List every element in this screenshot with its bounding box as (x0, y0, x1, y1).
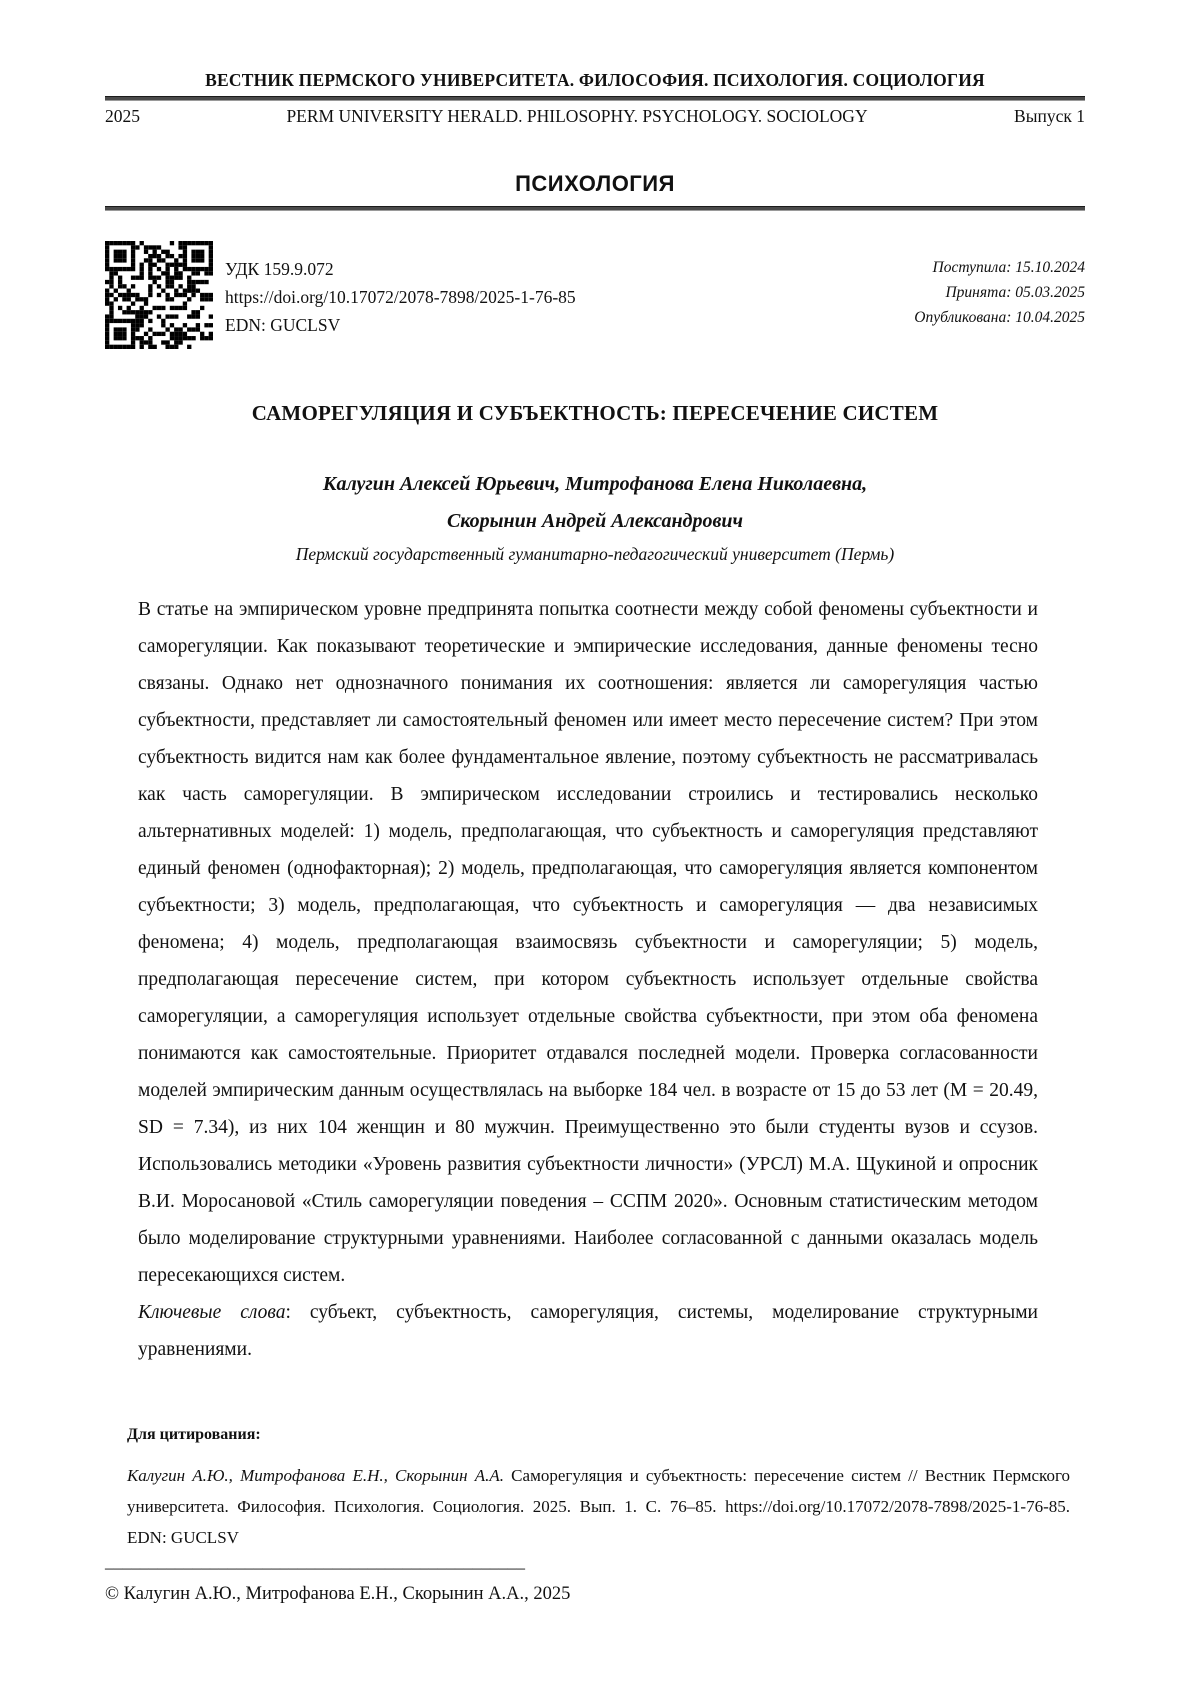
citation-body: Саморегуляция и субъектность: пересечение систем // Вестник Пермского университета. Философия. Психология. Социология. 2025. Вып. 1. С. 76–85. https://doi.org/10.17072/2078-7898/2025-1-76-85. EDN: GUCLSV (127, 1466, 1070, 1547)
section-heading: ПСИХОЛОГИЯ (515, 171, 675, 196)
affiliation: Пермский государственный гуманитарно-педагогический университет (Пермь) (295, 544, 895, 564)
doi-link[interactable]: https://doi.org/10.17072/2078-7898/2025-1-76-85 (225, 287, 576, 307)
edn-code: EDN: GUCLSV (225, 315, 341, 335)
published-date: Опубликована: 10.04.2025 (914, 309, 1085, 326)
abstract-text: В статье на эмпирическом уровне предпринята попытка соотнести между собой феномены субъектности и саморегуляции. Как показывают теоретические и эмпирические исследования, данные феномены тесно связаны. Однако нет однозначного понимания их соотношения: является ли саморегуляция частью субъектности, представляет ли самостоятельный феномен или имеет место пересечение систем? При этом субъектность видится нам как более фундаментальное явление, поэтому субъектность не рассматривалась как часть саморегуляции. В эмпирическом исследовании строились и тестировались несколько альтернативных моделей: 1) модель, предполагающая, что субъектность и саморегуляция представляют единый феномен (однофакторная); 2) модель, предполагающая, что саморегуляция является компонентом субъектности; 3) модель, предполагающая, что субъектность и саморегуляция — два независимых феномена; 4) модель, предполагающая взаимосвязь субъектности и саморегуляции; 5) модель, предполагающая пересечение систем, при котором субъектность использует отдельные свойства саморегуляции, а саморегуляция использует отдельные свойства субъектности, при этом оба феномена понимаются как самостоятельные. Приоритет отдавался последней модели. Проверка согласованности моделей эмпирическим данным осуществлялась на выборке 184 чел. в возрасте от 15 до 53 лет (M = 20.49, SD = 7.34), из них 104 женщин и 80 мужчин. Преимущественно это были студенты вузов и ссузов. Использовались методики «Уровень развития субъектности личности» (УРСЛ) М.А. Щукиной и опросник В.И. Моросановой «Стиль саморегуляции поведения – ССПМ 2020». Основным статистическим методом было моделирование структурными уравнениями. Наиболее согласованной с данными оказалась модель пересекающихся систем. (138, 599, 1038, 1286)
header-rule (105, 96, 1085, 101)
keywords-text: : субъект, субъектность, саморегуляция, системы, моделирование структурными уравнениями. (138, 1302, 1038, 1360)
article-identifiers (225, 241, 576, 339)
citation-label: Для цитирования: (127, 1426, 261, 1443)
citation-block (127, 1426, 1070, 1553)
citation-authors: Калугин А.Ю., Митрофанова Е.Н., Скорынин А.А. (127, 1466, 505, 1485)
footnote-rule: ________________________________________________ (105, 1551, 525, 1571)
article-meta-left (105, 241, 576, 349)
abstract-block (138, 591, 1038, 1368)
authors-line-1: Калугин Алексей Юрьевич, Митрофанова Елена Николаевна, (322, 473, 868, 495)
article-dates (914, 241, 1085, 330)
authors-line-2: Скорынин Андрей Александрович (446, 510, 744, 532)
accepted-date: Принята: 05.03.2025 (945, 284, 1085, 301)
journal-subheader (105, 106, 1085, 127)
section-rule (105, 206, 1085, 211)
journal-header (105, 70, 1085, 127)
qr-code (105, 241, 213, 349)
journal-issue: Выпуск 1 (1014, 106, 1085, 126)
authors (105, 466, 1085, 540)
received-date: Поступила: 15.10.2024 (932, 259, 1085, 276)
article-meta-row (105, 241, 1085, 349)
journal-title-en: PERM UNIVERSITY HERALD. PHILOSOPHY. PSYCHOLOGY. SOCIOLOGY (286, 106, 868, 126)
citation-text (127, 1460, 1070, 1553)
keywords-paragraph (138, 1294, 1038, 1368)
article-title: САМОРЕГУЛЯЦИЯ И СУБЪЕКТНОСТЬ: ПЕРЕСЕЧЕНИЕ СИСТЕМ (251, 401, 939, 425)
keywords-label: Ключевые слова (138, 1302, 286, 1323)
udc-number: УДК 159.9.072 (225, 259, 334, 279)
journal-year: 2025 (105, 106, 140, 126)
copyright-line: © Калугин А.Ю., Митрофанова Е.Н., Скорынин А.А., 2025 (105, 1584, 571, 1604)
journal-title-ru: ВЕСТНИК ПЕРМСКОГО УНИВЕРСИТЕТА. ФИЛОСОФИЯ. ПСИХОЛОГИЯ. СОЦИОЛОГИЯ (205, 70, 985, 90)
page-footer (105, 1552, 1085, 1605)
